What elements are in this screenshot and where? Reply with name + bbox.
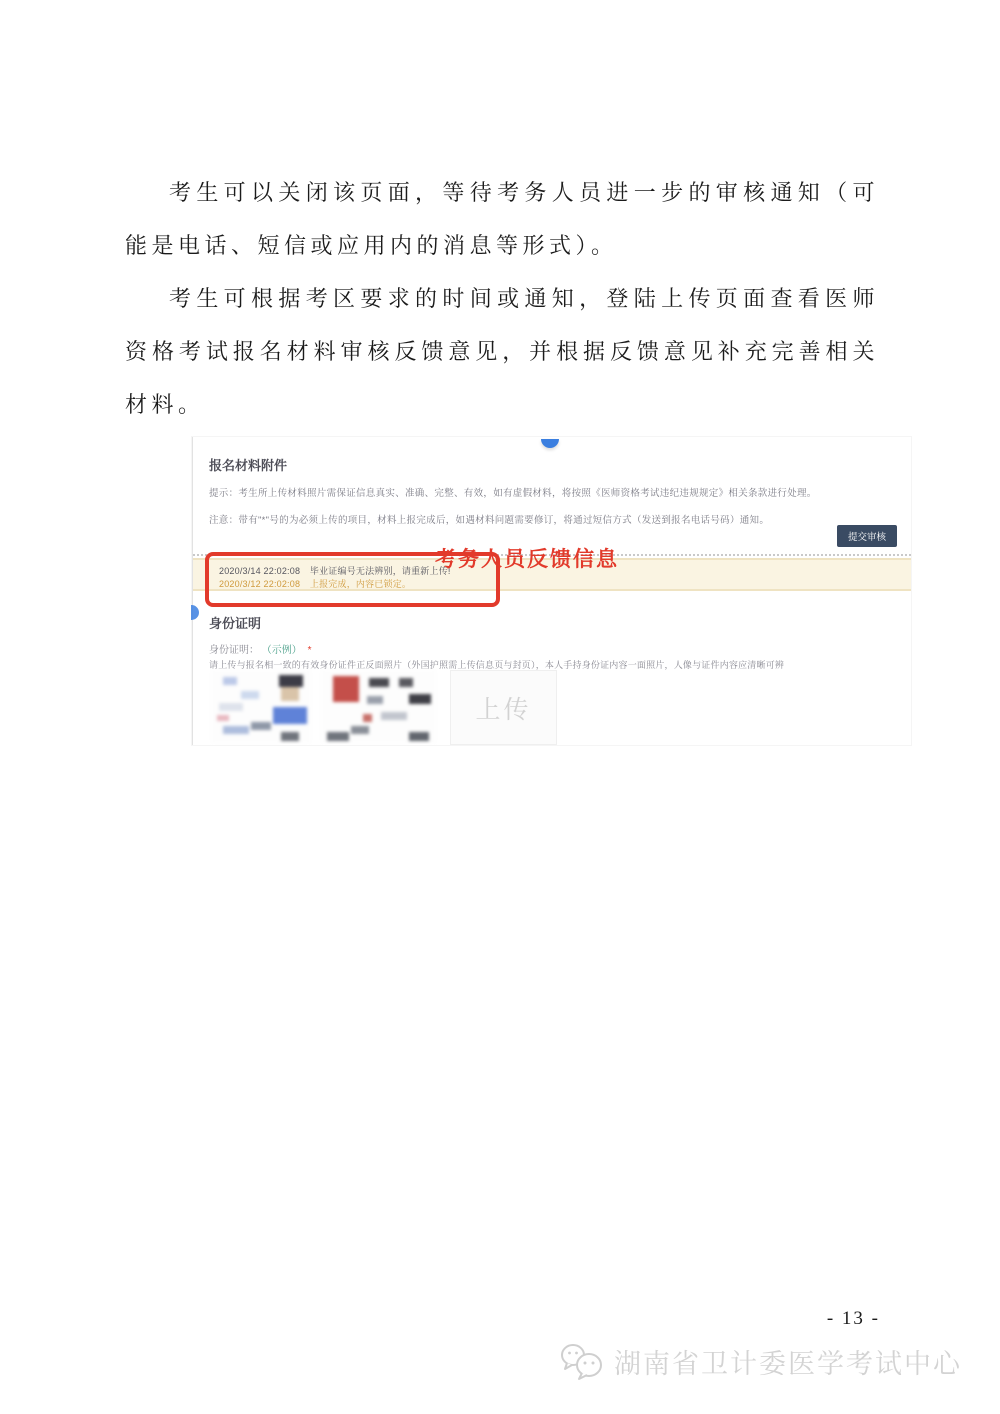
feedback-entry-1: [219, 564, 451, 577]
paragraph-feedback-check: 考生可根据考区要求的时间或通知，登陆上传页面查看医师资格考试报名材料审核反馈意见，并根据反馈意见补充完善相关材料。: [125, 286, 879, 417]
scroll-indicator-icon: [541, 439, 559, 448]
id-card-front-thumbnail[interactable]: [211, 670, 311, 743]
feedback-text-2: 上报完成，内容已锁定。: [309, 579, 412, 589]
feedback-time-2: 2020/3/12 22:02:08: [219, 579, 301, 589]
identity-label-row: [209, 641, 311, 656]
identity-example-link[interactable]: （示例）: [261, 645, 302, 656]
footer: [558, 1340, 962, 1382]
feedback-entry-2: [219, 577, 411, 590]
required-mark: *: [307, 645, 312, 656]
materials-note-text: 注意：带有"*"号的为必须上传的项目，材料上报完成后，如遇材料问题需要修订，将通过短信方式（发送到报名电话号码）通知。: [209, 515, 770, 526]
materials-tip-text: 提示：考生所上传材料照片需保证信息真实、准确、完整、有效，如有虚假材料，将按照《医师资格考试违纪违规规定》相关条款进行处理。: [209, 488, 817, 499]
footer-brand: 湖南省卫计委医学考试中心: [614, 1348, 962, 1379]
identity-label: 身份证明：: [209, 645, 259, 656]
page-number: - 13 -: [826, 1308, 880, 1329]
feedback-time-1: 2020/3/14 22:02:08: [219, 566, 301, 576]
submit-review-button[interactable]: 提交审核: [837, 525, 897, 547]
paragraph-close-page: 考生可以关闭该页面，等待考务人员进一步的审核通知（可能是电话、短信或应用内的消息等形式）。: [125, 180, 879, 258]
section-title-materials: 报名材料附件: [209, 458, 288, 473]
annotation-label: 考务人员反馈信息: [435, 548, 619, 571]
id-card-back-thumbnail[interactable]: [321, 670, 436, 743]
embedded-screenshot: [192, 437, 911, 745]
upload-label: 上传: [475, 695, 532, 724]
document-text: [125, 166, 879, 431]
upload-button[interactable]: [450, 670, 557, 745]
section-title-identity: 身份证明: [209, 616, 262, 631]
identity-uploads-row: [211, 670, 557, 745]
sidebar-toggle-icon[interactable]: [191, 605, 199, 620]
identity-description: 请上传与报名相一致的有效身份证件正反面照片（外国护照需上传信息页与封页），本人手持身份证内容一面照片，人像与证件内容应清晰可辨: [209, 660, 785, 670]
feedback-text-1: 毕业证编号无法辨别，请重新上传!: [309, 566, 451, 576]
wechat-icon: [558, 1340, 604, 1382]
